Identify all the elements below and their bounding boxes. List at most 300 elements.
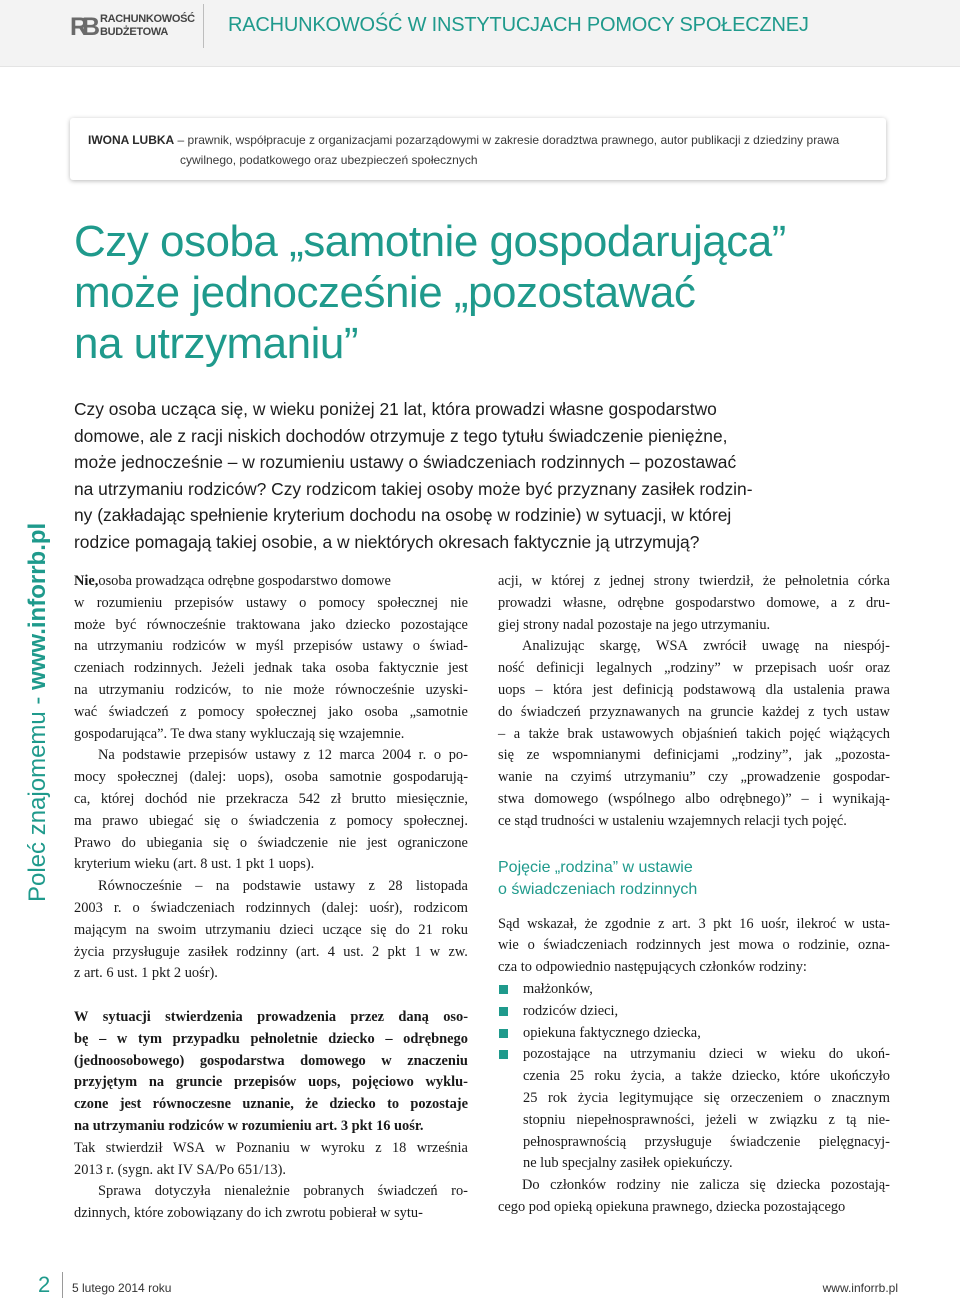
word: z <box>593 573 601 589</box>
word: rodzinnych <box>636 937 701 954</box>
word: na <box>74 681 88 698</box>
word: tą <box>846 1111 857 1128</box>
word: jest <box>592 681 613 698</box>
word: własne, <box>562 594 607 611</box>
body-line <box>523 1088 890 1110</box>
word: się <box>204 812 221 829</box>
article-headline <box>74 216 874 369</box>
word: „samotnie <box>409 703 468 720</box>
body-line <box>74 593 468 615</box>
word: (jednoosobowego) <box>74 1052 185 1069</box>
word: rodzinie, <box>798 937 850 954</box>
word: uops <box>498 681 526 698</box>
body-line: ce stąd trudności w ustaleniu wzajemnych relacji tych pojęć. <box>498 812 847 829</box>
word: dotyczyła <box>154 1183 211 1200</box>
body-line <box>498 702 890 724</box>
word: – <box>535 681 543 698</box>
word: ustaw <box>856 703 890 720</box>
word: równoczesne <box>152 1096 231 1113</box>
word: taka <box>301 660 326 677</box>
body-line <box>74 920 468 942</box>
word: domowego <box>534 790 599 807</box>
footer-url[interactable]: www.inforrb.pl <box>822 1281 898 1295</box>
lead-line: rodzice pomagają takiej osobie, a w niektórych okresach faktycznie ją utrzymują? <box>74 531 700 552</box>
word: utrzymaniu <box>630 1046 696 1063</box>
body-line <box>74 571 468 593</box>
word: ubiegania <box>146 834 203 851</box>
paragraph-bold <box>74 1007 468 1138</box>
word: r. <box>113 899 122 916</box>
word: i <box>818 790 823 807</box>
word: niepełnosprawności, <box>576 1111 695 1128</box>
word: ukończyło <box>830 1068 890 1085</box>
word: dla <box>765 681 784 698</box>
word: świadczenie <box>730 1133 801 1150</box>
side-banner-url[interactable]: www.inforrb.pl <box>24 522 51 690</box>
word: samotnie <box>329 769 382 786</box>
word: wie <box>498 937 519 954</box>
word: jako <box>310 616 336 633</box>
word: przepisach <box>755 660 817 677</box>
word: odrębne <box>617 594 664 611</box>
word: – <box>801 790 809 807</box>
word: czone <box>74 1096 109 1113</box>
header-divider <box>203 4 204 48</box>
word: może <box>293 681 325 698</box>
list-item-text <box>523 1001 890 1023</box>
author-box <box>70 118 886 180</box>
word: przysługuje <box>112 943 180 960</box>
logo-line1: RACHUNKOWOŚĆ <box>100 13 195 25</box>
body-line <box>74 767 468 789</box>
word: pomocy <box>198 703 245 720</box>
word: której <box>100 790 135 807</box>
word: na <box>544 769 559 786</box>
word: w <box>747 1111 759 1128</box>
word: wanie <box>498 769 533 786</box>
body-line <box>498 1175 890 1197</box>
word: dziecko <box>328 1030 375 1047</box>
word: dziecko <box>329 1096 376 1113</box>
paragraph <box>74 745 468 876</box>
body-line <box>498 789 890 811</box>
word: Poznaniu <box>236 1139 290 1156</box>
word: roku <box>594 1068 621 1085</box>
side-banner-prefix: Poleć znajomemu - <box>24 689 51 902</box>
paragraph <box>498 571 890 636</box>
word: pielęgnacyj- <box>818 1133 890 1150</box>
word: prawa <box>854 681 890 698</box>
page-number: 2 <box>38 1272 51 1297</box>
word: może <box>74 616 106 633</box>
word: niespój- <box>843 638 890 655</box>
word: swoim <box>157 921 197 938</box>
word: wieku <box>780 1046 816 1063</box>
word: która <box>552 681 583 698</box>
word: nie <box>671 1177 689 1194</box>
word: podstawie <box>122 747 181 764</box>
word: pełnosprawnością <box>523 1133 627 1150</box>
word: pomocy <box>318 594 366 611</box>
word: „rodziny” <box>664 660 721 677</box>
word: na <box>135 921 150 938</box>
word: nie <box>338 834 357 851</box>
word: wskazał, <box>527 915 578 932</box>
word: podstawową <box>683 681 756 698</box>
word: miesięcznie, <box>396 790 468 807</box>
right-column <box>498 571 890 1219</box>
word: 1 <box>414 943 422 960</box>
lead-line: na utrzymaniu rodziców? Czy rodzicom takiej osoby może być przyznany zasiłek rodzin- <box>74 478 753 499</box>
body-line: opiekuna faktycznego dziecka, <box>523 1024 701 1041</box>
word: o <box>412 638 420 655</box>
list-item <box>498 979 890 1001</box>
word: zw. <box>448 943 468 960</box>
word: w <box>74 594 85 611</box>
lead-line: ny (zakładając spełnienie kryterium dochodu na osobę w rodzinie) w sytuacji, w której <box>74 505 732 525</box>
word: objaśnień <box>682 725 738 742</box>
word: r. <box>418 747 427 764</box>
body-line <box>74 942 468 964</box>
word: gospodarstwa <box>199 1052 285 1069</box>
word: świadczeniach <box>543 937 628 954</box>
paragraph <box>498 914 890 979</box>
body-line <box>498 745 890 767</box>
word: przyznawanych <box>589 703 680 720</box>
word: dru- <box>866 594 890 611</box>
word: 542 <box>298 790 321 807</box>
word: to <box>242 681 254 698</box>
word: uwagę <box>761 638 800 655</box>
word: Jeżeli <box>211 660 245 677</box>
word: – <box>498 725 506 742</box>
word: w <box>756 1046 768 1063</box>
word: ustawy <box>362 638 404 655</box>
word: rodziców, <box>175 681 232 698</box>
word: społecznej <box>255 703 317 720</box>
word: Równocześnie <box>98 878 182 895</box>
word: społecznej <box>377 594 439 611</box>
word: przysługuje <box>644 1133 712 1150</box>
word: faktycznie <box>378 660 439 677</box>
word: jeżeli <box>705 1111 737 1128</box>
word: o <box>527 937 535 954</box>
body-line: z art. 6 ust. 1 pkt 2 uośr). <box>74 965 218 982</box>
word: utrzymaniu <box>205 921 271 938</box>
paragraph <box>498 636 890 832</box>
author-bio-text1: – prawnik, współpracuje z organizacjami pozarządowymi w zakresie doradztwa prawnego, autor publikacji z dziedziny prawa <box>174 133 840 147</box>
body-line <box>498 680 890 702</box>
author-bio-line1 <box>88 130 878 150</box>
word: do <box>395 921 410 938</box>
word: zasiłek <box>188 943 229 960</box>
side-banner <box>24 432 64 902</box>
word: (wspólnego <box>608 790 676 807</box>
word: świadczeń <box>377 1183 438 1200</box>
body-line <box>74 789 468 811</box>
footer-divider <box>62 1272 63 1298</box>
word: świadczeniach <box>150 899 235 916</box>
word: Analizując <box>522 638 585 655</box>
word: Tak <box>74 1139 96 1156</box>
body-line <box>74 615 468 637</box>
word: znaczeniu <box>407 1052 468 1069</box>
body-line <box>523 1044 890 1066</box>
word: po- <box>448 747 468 764</box>
word: ze <box>526 747 540 764</box>
word: ca, <box>74 790 91 807</box>
body-line <box>74 1029 468 1051</box>
word: gospodarują- <box>392 769 468 786</box>
word: społecznej. <box>403 812 468 829</box>
word: „prowadzenie <box>740 769 821 786</box>
word: czyimś <box>570 769 612 786</box>
word: oso- <box>443 1008 468 1025</box>
word: pkt <box>387 943 406 960</box>
word: stwierdzenia <box>165 1008 243 1025</box>
word: w <box>429 943 441 960</box>
word: osoba <box>335 660 369 677</box>
word: z <box>658 915 665 932</box>
word: na <box>688 703 702 720</box>
word: 16 <box>739 915 754 932</box>
word: a <box>830 594 838 611</box>
body-line <box>498 571 890 593</box>
word: się <box>749 1177 766 1194</box>
word: pkt <box>713 915 732 932</box>
word: pozostaje <box>410 1096 468 1113</box>
publication-logo[interactable] <box>70 10 195 44</box>
word: społecznej <box>117 769 179 786</box>
word: w <box>732 660 744 677</box>
body-line <box>498 593 890 615</box>
word: życia <box>577 1089 609 1106</box>
word: o <box>299 594 307 611</box>
word: pomocy <box>346 812 393 829</box>
family-members-list <box>498 979 890 1175</box>
word: zalicza <box>699 1177 740 1194</box>
body-text: osoba prowadząca odrębne gospodarstwo domowe <box>98 573 391 589</box>
word: myśl <box>255 638 284 655</box>
word: zgodnie <box>605 915 651 932</box>
body-line <box>74 680 468 702</box>
word: prawo <box>102 812 139 829</box>
list-item-text <box>523 1023 890 1045</box>
body-line <box>523 1132 890 1154</box>
subheading-line: Pojęcie „rodzina” w ustawie <box>498 858 693 876</box>
word: z <box>848 594 855 611</box>
word: osoba <box>364 703 399 720</box>
body-line <box>74 1007 468 1029</box>
body-line <box>74 745 468 767</box>
word: pozostające <box>523 1046 591 1063</box>
word: się <box>498 747 514 764</box>
word: przepisów <box>293 638 353 655</box>
word: a <box>674 1068 682 1085</box>
word: (art. <box>295 943 320 960</box>
paragraph <box>74 876 468 985</box>
word: pozostają- <box>830 1177 890 1194</box>
left-column <box>74 571 468 1225</box>
word: pełnoletnie <box>250 1030 318 1047</box>
word: że <box>305 1096 319 1113</box>
word: legalnych <box>596 660 653 677</box>
header-band <box>0 0 960 67</box>
list-item <box>498 1023 890 1045</box>
word: na <box>148 1074 165 1091</box>
body-line: dzinnych, które zobowiązany do ich zwrotu pobierał w sytu- <box>74 1205 423 1222</box>
word: się <box>370 921 387 938</box>
headline-line: może jednocześnie „pozostawać <box>74 268 696 317</box>
word: 4 <box>327 943 335 960</box>
word: się <box>213 834 230 851</box>
word: rodzinny <box>236 943 288 960</box>
paragraph <box>498 1175 890 1219</box>
word: dzieci <box>709 1046 744 1063</box>
word: jak <box>804 747 823 764</box>
word: wyklu- <box>425 1074 468 1091</box>
word: o <box>813 1089 822 1106</box>
body-line <box>498 914 890 936</box>
body-line: rodziców dzieci, <box>523 1002 619 1019</box>
word: jednej <box>609 573 645 589</box>
body-line <box>74 1138 468 1160</box>
word: – <box>99 1030 107 1047</box>
word: w <box>215 1139 226 1156</box>
section-title: RACHUNKOWOŚĆ W INSTYTUCJACH POMOCY SPOŁECZNEJ <box>228 14 809 36</box>
word: uops), <box>237 769 274 786</box>
word: świad- <box>429 638 468 655</box>
word: orzeczeniem <box>730 1089 804 1106</box>
word: ozna- <box>858 937 890 954</box>
word: przypadku <box>172 1030 240 1047</box>
word: z <box>180 703 187 720</box>
word: się <box>703 1089 720 1106</box>
word: utrzymaniu <box>98 681 165 698</box>
word: 25 <box>523 1089 538 1106</box>
answer-word: Nie, <box>74 573 99 589</box>
word: definicjami <box>653 747 719 764</box>
word: do <box>121 834 136 851</box>
word: wiążących <box>829 725 890 742</box>
author-name: IWONA LUBKA <box>88 133 175 147</box>
word: 28 <box>388 878 403 895</box>
word: czeniach <box>74 660 125 677</box>
word: definicją <box>622 681 674 698</box>
word: córka <box>857 573 890 589</box>
body-line <box>74 1072 468 1094</box>
word: uzyski- <box>425 681 468 698</box>
word: wać <box>74 703 98 720</box>
word: życia <box>74 943 105 960</box>
word: to <box>387 1096 400 1113</box>
word: uośr <box>828 660 854 677</box>
word: rodzicom <box>413 899 468 916</box>
word: o <box>132 899 140 916</box>
word: o <box>239 834 248 851</box>
word: rodzinnych <box>245 899 311 916</box>
word: utrzymaniu” <box>623 769 696 786</box>
word: Sprawa <box>98 1183 142 1200</box>
headline-line: na utrzymaniu” <box>74 319 359 368</box>
word: usta- <box>861 915 890 932</box>
word: (dalej: <box>189 769 227 786</box>
word: prowadzi <box>498 594 552 611</box>
body-line <box>74 658 468 680</box>
body-line: małżonków, <box>523 980 593 997</box>
word: mowa <box>738 937 774 954</box>
word: 25 <box>569 1068 585 1085</box>
body-line <box>74 702 468 724</box>
word: w <box>381 1052 392 1069</box>
word: członków <box>550 1177 607 1194</box>
word: z <box>375 1139 382 1156</box>
word: 2003 <box>74 899 103 916</box>
word: że <box>584 915 598 932</box>
paragraph <box>74 1181 468 1225</box>
word: „rodziny”, <box>731 747 792 764</box>
word: nie <box>197 790 216 807</box>
word: – <box>195 878 203 895</box>
word: W <box>74 1008 89 1025</box>
word: domowego <box>300 1052 366 1069</box>
word: gospodarstwo <box>675 594 756 611</box>
word: rok <box>548 1089 568 1106</box>
word: roku <box>441 921 468 938</box>
word: Prawo <box>74 834 111 851</box>
word: do <box>828 1046 844 1063</box>
word: ność <box>498 660 525 677</box>
word: w <box>116 1030 128 1047</box>
word: że <box>762 573 776 589</box>
word: a <box>513 725 521 742</box>
word: związku <box>769 1111 818 1128</box>
word: stwa <box>498 790 525 807</box>
word: brak <box>567 725 594 742</box>
word: znacznym <box>831 1089 890 1106</box>
word: jest <box>366 834 387 851</box>
word: czenia <box>523 1068 560 1085</box>
word: pozostające <box>400 616 468 633</box>
word: nie- <box>867 1111 890 1128</box>
subheading-line: o świadczeniach rodzinnych <box>498 880 698 898</box>
word: na <box>603 1046 617 1063</box>
word: ustawy <box>255 747 296 764</box>
paragraph <box>74 593 468 746</box>
word: Sąd <box>498 915 520 932</box>
word: skargę, <box>599 638 641 655</box>
body-line: ne lub specjalny zasiłek opiekuńczy. <box>523 1155 733 1172</box>
word: z <box>368 878 375 895</box>
word: albo <box>685 790 710 807</box>
author-bio <box>88 130 878 170</box>
word: ukoń- <box>856 1046 890 1063</box>
word: na <box>814 638 829 655</box>
body-line <box>498 658 890 680</box>
word: acji, <box>498 573 523 589</box>
word: nie <box>264 681 283 698</box>
word: pełnoletnia <box>784 573 849 589</box>
word: pobranych <box>303 1183 365 1200</box>
word: (dalej: <box>321 899 359 916</box>
word: oraz <box>865 660 890 677</box>
word: odrębnego <box>403 1030 468 1047</box>
word: której <box>551 573 585 589</box>
article-lead <box>74 396 890 555</box>
word: strony <box>653 573 690 589</box>
word: przyjętym <box>74 1074 138 1091</box>
logo-line2: BUDŻETOWA <box>100 26 168 38</box>
